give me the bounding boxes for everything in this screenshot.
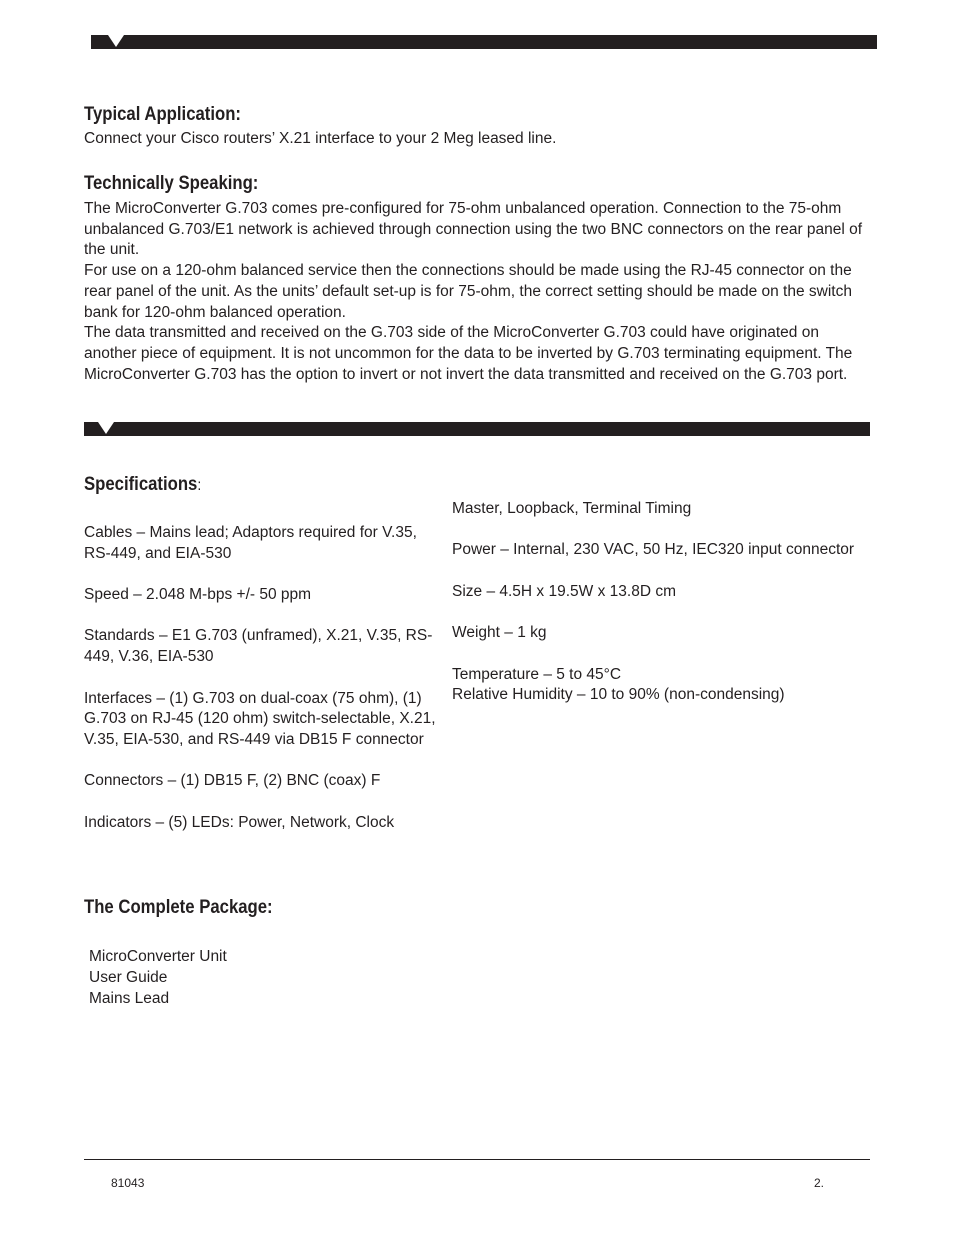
spec-item-weight: Weight – 1 kg — [452, 624, 547, 642]
spec-item-indicators: Indicators – (5) LEDs: Power, Network, Clock — [84, 813, 395, 831]
package-item: User Guide — [89, 968, 168, 986]
spec-item-interfaces: Interfaces – (1) G.703 on dual-coax (75 ohm), (1) G.703 on RJ-45 (120 ohm) switch-selectable, X.21, V.35, EIA-530, and RS-449 via DB15 F connector — [84, 689, 436, 748]
package-item: Mains Lead — [89, 989, 170, 1007]
specifications-heading-colon: : — [197, 477, 202, 494]
spec-item-connectors: Connectors – (1) DB15 F, (2) BNC (coax) F — [84, 772, 381, 790]
spec-item-standards: Standards – E1 G.703 (unframed), X.21, V.35, RS-449, V.36, EIA-530 — [84, 627, 433, 666]
technically-speaking-heading: Technically Speaking: — [84, 173, 259, 194]
spec-item-temperature: Temperature – 5 to 45°C — [452, 665, 622, 683]
technically-speaking-body — [84, 199, 874, 385]
spec-item-speed: Speed – 2.048 M-bps +/- 50 ppm — [84, 586, 312, 604]
footer-page-number: 2. — [814, 1176, 825, 1190]
spec-item-power: Power – Internal, 230 VAC, 50 Hz, IEC320 input connector — [452, 541, 855, 559]
spec-item-timing: Master, Loopback, Terminal Timing — [452, 500, 692, 517]
complete-package-heading: The Complete Package: — [84, 897, 273, 918]
specifications-heading — [84, 474, 201, 496]
spec-item-size: Size – 4.5H x 19.5W x 13.8D cm — [452, 582, 676, 600]
specifications-right-column — [452, 499, 870, 706]
footer-rule — [84, 1159, 870, 1160]
technically-speaking-paragraph: The data transmitted and received on the G.703 side of the MicroConverter G.703 could have originated on another piece of equipment. It is not uncommon for the data to be inverted by G.703 terminating equipment. The MicroConverter G.703 has the option to invert or not invert the data transmitted and received on the G.703 port. — [84, 324, 853, 383]
top-header-bar — [91, 35, 877, 49]
bar-notch — [98, 422, 114, 434]
specifications-left-column — [84, 523, 436, 854]
specifications-heading-text: Specifications — [84, 474, 198, 495]
spec-item-cables: Cables – Mains lead; Adaptors required for V.35, RS-449, and EIA-530 — [84, 524, 417, 562]
technically-speaking-paragraph: The MicroConverter G.703 comes pre-configured for 75-ohm unbalanced operation. Connection to the 75-ohm unbalanced G.703/E1 network is achieved through connection using the two BNC connectors on the rear panel of the unit. — [84, 200, 863, 259]
package-item: MicroConverter Unit — [89, 948, 227, 965]
footer-doc-number: 81043 — [111, 1176, 145, 1190]
typical-application-body: Connect your Cisco routers’ X.21 interface to your 2 Meg leased line. — [84, 130, 557, 147]
spec-item-humidity: Relative Humidity – 10 to 90% (non-condensing) — [452, 686, 785, 704]
section-divider-bar — [84, 422, 870, 436]
bar-notch — [108, 35, 124, 47]
typical-application-heading: Typical Application: — [84, 104, 241, 125]
complete-package-list — [89, 947, 489, 1010]
technically-speaking-paragraph: For use on a 120-ohm balanced service then the connections should be made using the RJ-45 connector on the rear panel of the unit. As the units’ default set-up is for 75-ohm, the correct setting should be made on the switch bank for 120-ohm balanced operation. — [84, 262, 852, 321]
